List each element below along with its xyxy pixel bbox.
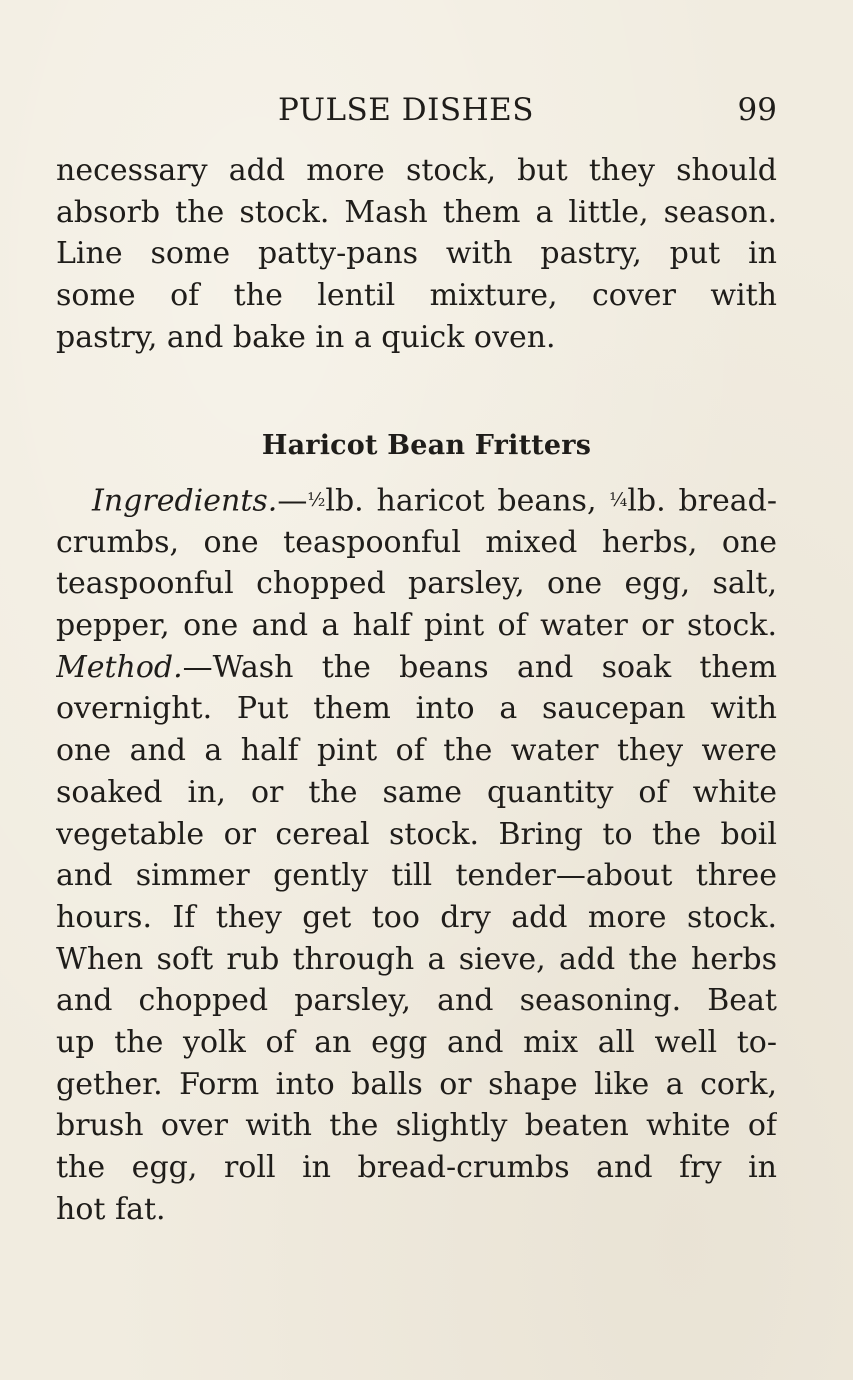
text-line: and simmer gently till tender—about three [56,858,777,894]
text-line: necessary add more stock, but they should [56,153,777,188]
fraction-quarter: ¼ [609,490,628,511]
text-line: teaspoonful chopped parsley, one egg, salt, [56,566,777,602]
text-line: pastry, and bake in a quick oven. [56,319,556,355]
recipe-title: Haricot Bean Fritters [261,430,592,461]
text-line: brush over with the slightly beaten white of [56,1108,777,1144]
method-text: —Wash the beans and soak them [182,649,777,685]
text-line: crumbs, one teaspoonful mixed herbs, one [56,524,777,560]
running-head: PULSE DISHES [278,92,534,128]
text-line: and chopped parsley, and seasoning. Beat [56,983,777,1019]
page-header [56,88,777,132]
text-line: Line some patty-pans with pastry, put in [56,236,777,272]
text-line: vegetable or cereal stock. Bring to the boil [56,816,777,852]
text-line: pepper, one and a half pint of water or stock. [56,608,777,644]
recipe-body [56,480,777,1230]
text-line: some of the lentil mixture, cover with [56,278,777,314]
ingredients-label: Ingredients. [92,483,278,519]
continued-paragraph [56,150,777,358]
ingredients-text: lb. haricot beans, [325,483,610,519]
method-label: Method. [56,649,183,685]
method-first-line [56,647,777,689]
text-line: When soft rub through a sieve, add the herbs [56,941,777,977]
text-line: absorb the stock. Mash them a little, season. [56,194,777,230]
text-line: the egg, roll in bread-crumbs and fry in [56,1150,777,1185]
page-number: 99 [737,92,777,128]
text-line: one and a half pint of the water they were [56,733,777,769]
text-line: hours. If they get too dry add more stock. [56,899,777,935]
ingredients-first-line [56,480,777,522]
text-line: hot fat. [56,1191,166,1227]
ingredients-text: lb. bread- [627,483,777,519]
text-line: up the yolk of an egg and mix all well to- [56,1024,777,1060]
ingredients-dash: — [277,483,308,519]
text-line: overnight. Put them into a saucepan with [56,691,777,727]
fraction-half: ½ [307,490,326,511]
text-line: soaked in, or the same quantity of white [56,774,777,810]
text-line: gether. Form into balls or shape like a cork, [56,1066,777,1102]
